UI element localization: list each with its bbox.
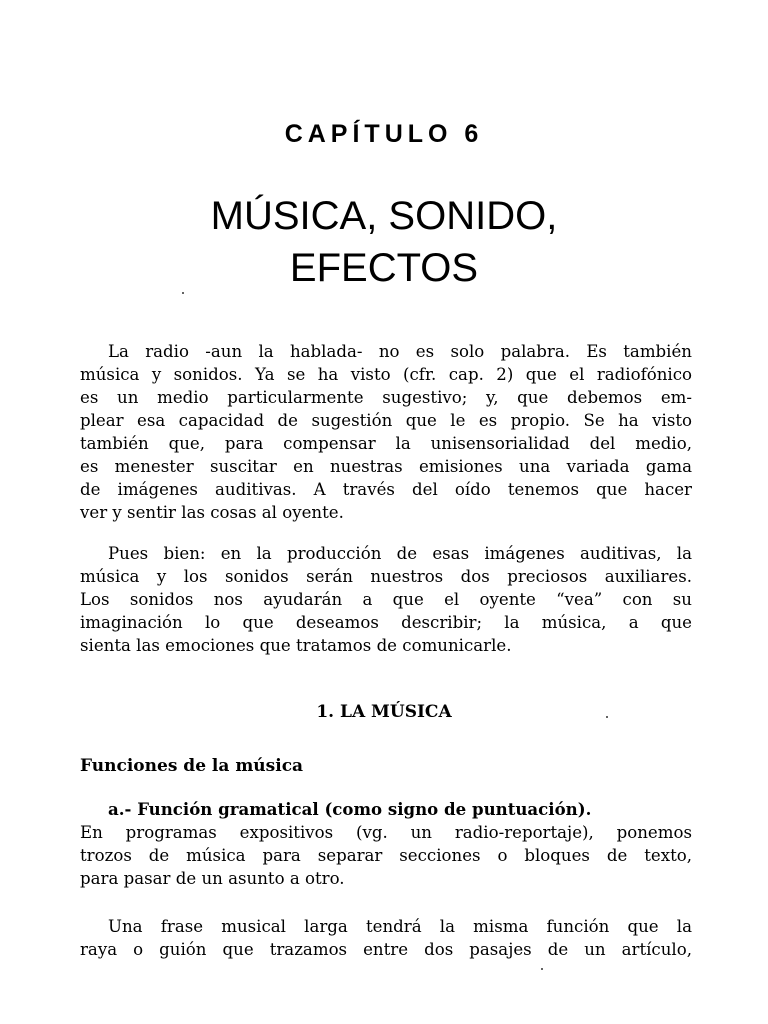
subheading: Funciones de la música — [80, 756, 304, 776]
text-line: también que, para compensar la unisensorialidad del medio, — [80, 434, 692, 453]
chapter-title-line-1: MÚSICA, SONIDO, — [210, 194, 558, 238]
text-line: trozos de música para separar secciones o bloques de texto, — [80, 846, 692, 865]
text-line: música y sonidos. Ya se ha visto (cfr. cap. 2) que el radiofónico — [80, 365, 692, 384]
paragraph-funcion-gramatical — [80, 798, 692, 890]
paragraph-intro — [80, 340, 692, 524]
scan-speck — [541, 968, 543, 970]
text-line: Los sonidos nos ayudarán a que el oyente “vea” con su — [80, 590, 692, 609]
text-line: En programas expositivos (vg. un radio-reportaje), ponemos — [80, 823, 692, 842]
scan-speck — [606, 716, 608, 718]
item-title: a.- Función gramatical (como signo de puntuación). — [108, 799, 592, 819]
text-line: es un medio particularmente sugestivo; y, que debemos em- — [80, 388, 692, 407]
text-line: Una frase musical larga tendrá la misma función que la — [108, 917, 692, 936]
chapter-title-line-2: EFECTOS — [289, 246, 479, 290]
text-line: plear esa capacidad de sugestión que le es propio. Se ha visto — [80, 411, 692, 430]
text-line: Pues bien: en la producción de esas imágenes auditivas, la — [108, 544, 692, 563]
text-line: sienta las emociones que tratamos de comunicarle. — [80, 636, 512, 655]
text-line: ver y sentir las cosas al oyente. — [80, 503, 344, 522]
scan-speck — [182, 292, 184, 294]
text-line: para pasar de un asunto a otro. — [80, 869, 345, 888]
paragraph-frase-musical — [80, 915, 692, 961]
text-line: música y los sonidos serán nuestros dos preciosos auxiliares. — [80, 567, 692, 586]
text-line: imaginación lo que deseamos describir; la música, a que — [80, 613, 692, 632]
text-line: raya o guión que trazamos entre dos pasajes de un artículo, — [80, 940, 692, 959]
section-heading: 1. LA MÚSICA — [316, 702, 452, 722]
paragraph-auxiliares — [80, 542, 692, 657]
chapter-title — [0, 190, 768, 294]
text-line: La radio -aun la hablada- no es solo palabra. Es también — [108, 342, 692, 361]
text-line: es menester suscitar en nuestras emisiones una variada gama — [80, 457, 692, 476]
text-line: de imágenes auditivas. A través del oído tenemos que hacer — [80, 480, 692, 499]
chapter-label: CAPÍTULO 6 — [284, 120, 484, 148]
